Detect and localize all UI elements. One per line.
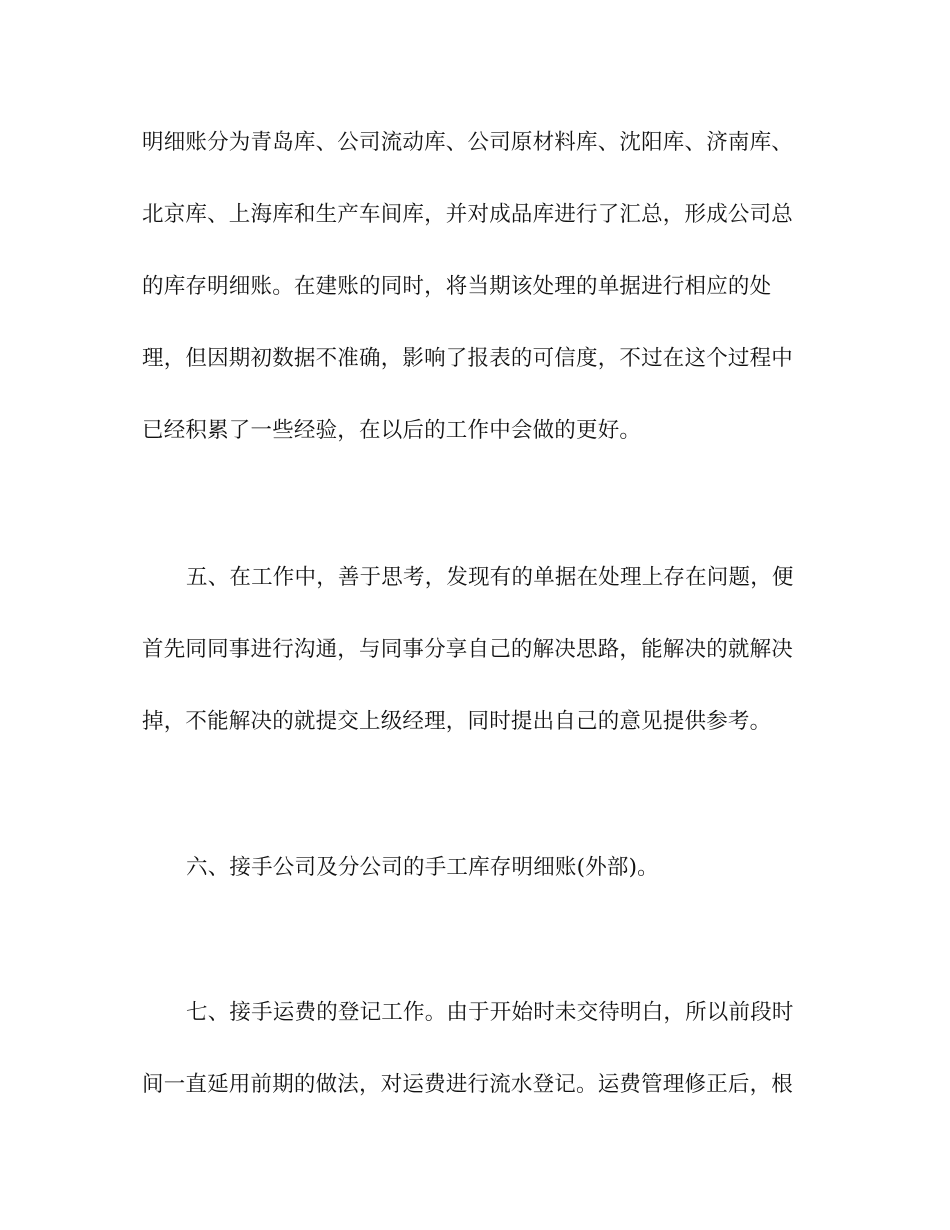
paragraph-seven-start: 七、接手运费的登记工作。由于开始时未交待明白，所以前段时 — [186, 1000, 794, 1025]
paragraph-six: 六、接手公司及分公司的手工库存明细账(外部)。 — [186, 855, 659, 880]
paragraph-line: 理，但因期初数据不准确，影响了报表的可信度，不过在这个过程中 — [142, 346, 794, 371]
paragraph-line: 首先同同事进行沟通，与同事分享自己的解决思路，能解决的就解决 — [142, 637, 794, 662]
paragraph-line: 已经积累了一些经验，在以后的工作中会做的更好。 — [142, 418, 642, 443]
paragraph-line: 北京库、上海库和生产车间库，并对成品库进行了汇总，形成公司总 — [142, 202, 794, 227]
paragraph-five-start: 五、在工作中，善于思考，发现有的单据在处理上存在问题，便 — [186, 565, 794, 590]
paragraph-line: 掉，不能解决的就提交上级经理，同时提出自己的意见提供参考。 — [142, 709, 772, 734]
paragraph-line: 明细账分为青岛库、公司流动库、公司原材料库、沈阳库、济南库、 — [142, 130, 794, 155]
paragraph-line: 的库存明细账。在建账的同时，将当期该处理的单据进行相应的处 — [142, 274, 772, 299]
paragraph-line: 间一直延用前期的做法，对运费进行流水登记。运费管理修正后，根 — [142, 1072, 794, 1097]
